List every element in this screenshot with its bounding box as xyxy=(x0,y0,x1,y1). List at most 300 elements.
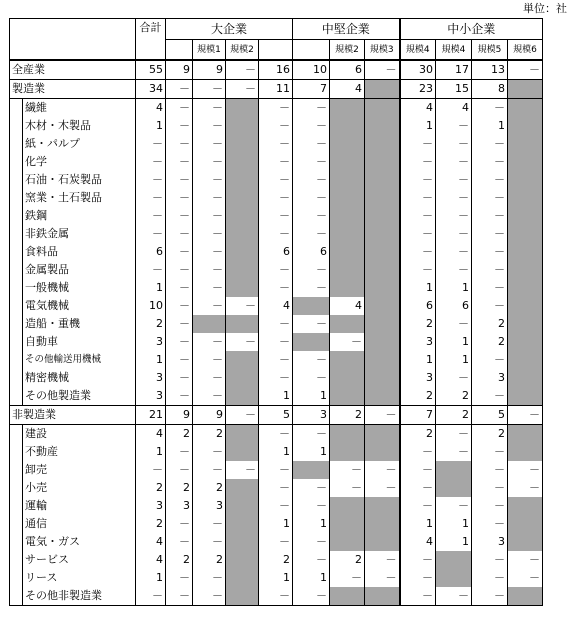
table-cell: － xyxy=(436,135,472,153)
table-cell xyxy=(436,479,472,497)
table-cell: － xyxy=(259,171,293,189)
table-cell: 3 xyxy=(136,497,166,515)
table-cell: － xyxy=(136,153,166,171)
table-cell: 7 xyxy=(400,406,436,425)
table-cell: － xyxy=(365,551,400,569)
table-cell: － xyxy=(259,533,293,551)
table-cell: 1 xyxy=(136,443,166,461)
table-cell: － xyxy=(136,207,166,225)
table-row xyxy=(10,189,543,207)
table-cell: 3 xyxy=(400,333,436,351)
table-cell xyxy=(508,497,543,515)
table-cell: － xyxy=(400,443,436,461)
table-cell: 2 xyxy=(472,315,508,333)
statistics-table xyxy=(9,18,543,606)
table-cell: 2 xyxy=(436,406,472,425)
table-cell xyxy=(508,261,543,279)
table-cell: 6 xyxy=(259,243,293,261)
table-cell: － xyxy=(226,60,259,80)
table-cell xyxy=(226,425,259,444)
row-label: 非製造業 xyxy=(10,406,136,425)
table-row xyxy=(10,406,543,425)
table-cell: － xyxy=(330,333,365,351)
table-row xyxy=(10,515,543,533)
table-cell: 2 xyxy=(193,479,226,497)
table-row xyxy=(10,117,543,135)
table-cell xyxy=(508,515,543,533)
table-cell xyxy=(330,443,365,461)
row-label: 卸売 xyxy=(23,461,136,479)
table-cell: 3 xyxy=(400,369,436,387)
table-cell: 13 xyxy=(472,60,508,80)
table-cell: － xyxy=(166,243,193,261)
table-cell: － xyxy=(193,443,226,461)
table-cell: － xyxy=(472,279,508,297)
table-cell: 4 xyxy=(436,99,472,118)
table-cell: － xyxy=(193,351,226,369)
row-indent xyxy=(10,387,23,406)
table-cell: － xyxy=(259,189,293,207)
table-cell: － xyxy=(293,425,330,444)
table-cell xyxy=(330,587,365,606)
table-cell: － xyxy=(365,569,400,587)
row-indent xyxy=(10,497,23,515)
row-label: 精密機械 xyxy=(23,369,136,387)
table-row xyxy=(10,351,543,369)
table-cell xyxy=(365,333,400,351)
table-cell xyxy=(365,225,400,243)
table-cell xyxy=(330,99,365,118)
table-cell xyxy=(365,387,400,406)
table-cell: － xyxy=(259,261,293,279)
row-indent xyxy=(10,279,23,297)
row-indent xyxy=(10,135,23,153)
table-cell: 1 xyxy=(136,117,166,135)
table-cell: 1 xyxy=(436,279,472,297)
table-cell xyxy=(226,369,259,387)
row-indent xyxy=(10,243,23,261)
table-cell: － xyxy=(136,135,166,153)
header-size-s5: 規模5 xyxy=(472,40,508,61)
table-cell: 9 xyxy=(193,60,226,80)
table-cell xyxy=(365,243,400,261)
table-cell: － xyxy=(330,461,365,479)
table-cell: － xyxy=(436,369,472,387)
table-cell: － xyxy=(293,497,330,515)
table-cell: － xyxy=(293,315,330,333)
table-cell xyxy=(365,443,400,461)
table-cell xyxy=(293,461,330,479)
table-cell xyxy=(365,80,400,99)
table-cell: － xyxy=(436,171,472,189)
table-cell xyxy=(330,515,365,533)
table-cell: 2 xyxy=(136,515,166,533)
table-cell xyxy=(508,99,543,118)
table-cell: － xyxy=(293,207,330,225)
table-cell: 9 xyxy=(193,406,226,425)
table-cell: 1 xyxy=(436,533,472,551)
row-label: 運輸 xyxy=(23,497,136,515)
table-cell: － xyxy=(136,225,166,243)
row-indent xyxy=(10,551,23,569)
table-cell: 1 xyxy=(293,569,330,587)
table-cell xyxy=(226,117,259,135)
table-cell: － xyxy=(400,243,436,261)
table-cell: 11 xyxy=(259,80,293,99)
table-cell: 2 xyxy=(166,551,193,569)
table-cell: 1 xyxy=(136,279,166,297)
row-indent xyxy=(10,569,23,587)
table-cell: － xyxy=(436,243,472,261)
table-cell xyxy=(436,461,472,479)
table-cell: － xyxy=(259,351,293,369)
row-label: 一般機械 xyxy=(23,279,136,297)
table-cell: 3 xyxy=(193,497,226,515)
table-cell: 55 xyxy=(136,60,166,80)
table-cell: － xyxy=(436,189,472,207)
table-cell: － xyxy=(400,171,436,189)
table-cell xyxy=(330,387,365,406)
table-cell xyxy=(365,297,400,315)
row-label: 金属製品 xyxy=(23,261,136,279)
table-cell xyxy=(508,297,543,315)
table-cell xyxy=(330,189,365,207)
table-cell: － xyxy=(293,351,330,369)
table-cell: － xyxy=(193,171,226,189)
table-cell: － xyxy=(293,261,330,279)
table-cell: － xyxy=(400,189,436,207)
table-cell xyxy=(226,135,259,153)
table-cell xyxy=(226,315,259,333)
table-cell xyxy=(365,171,400,189)
table-cell: 1 xyxy=(436,515,472,533)
row-label: 鉄鋼 xyxy=(23,207,136,225)
table-cell: － xyxy=(259,333,293,351)
table-cell: － xyxy=(259,461,293,479)
table-cell: － xyxy=(436,117,472,135)
table-cell: 9 xyxy=(166,406,193,425)
table-cell xyxy=(226,261,259,279)
header-total: 合計 xyxy=(136,19,166,61)
table-cell: － xyxy=(508,60,543,80)
table-cell xyxy=(508,333,543,351)
table-cell xyxy=(193,315,226,333)
row-label: 電気機械 xyxy=(23,297,136,315)
table-cell xyxy=(508,369,543,387)
table-cell: 1 xyxy=(436,333,472,351)
header-size-blank xyxy=(166,40,193,61)
table-row xyxy=(10,99,543,118)
table-cell xyxy=(508,153,543,171)
table-cell: － xyxy=(508,551,543,569)
row-label: 製造業 xyxy=(10,80,136,99)
table-cell: － xyxy=(166,117,193,135)
table-cell: － xyxy=(436,587,472,606)
header-size-1: 規模1 xyxy=(193,40,226,61)
table-cell: － xyxy=(472,587,508,606)
table-cell: － xyxy=(293,587,330,606)
table-row xyxy=(10,569,543,587)
table-cell: － xyxy=(226,461,259,479)
table-cell: 15 xyxy=(436,80,472,99)
table-cell: － xyxy=(330,569,365,587)
row-indent xyxy=(10,479,23,497)
header-size-blank-3 xyxy=(293,40,330,61)
table-cell xyxy=(508,80,543,99)
table-cell: － xyxy=(259,207,293,225)
table-cell xyxy=(330,315,365,333)
row-label: 電気・ガス xyxy=(23,533,136,551)
table-cell: － xyxy=(293,171,330,189)
table-cell: 4 xyxy=(136,551,166,569)
table-cell: 1 xyxy=(259,387,293,406)
table-cell: － xyxy=(472,297,508,315)
table-cell xyxy=(330,207,365,225)
table-cell: － xyxy=(193,333,226,351)
table-cell: 4 xyxy=(400,99,436,118)
table-cell xyxy=(436,551,472,569)
table-cell xyxy=(330,171,365,189)
header-group-large: 大企業 xyxy=(166,19,293,40)
table-cell: － xyxy=(166,261,193,279)
table-cell: － xyxy=(293,479,330,497)
table-cell: 2 xyxy=(193,551,226,569)
table-cell xyxy=(508,443,543,461)
table-cell: － xyxy=(436,225,472,243)
row-label: 繊維 xyxy=(23,99,136,118)
table-cell: － xyxy=(508,406,543,425)
table-cell: － xyxy=(259,425,293,444)
table-row xyxy=(10,225,543,243)
table-cell: － xyxy=(472,99,508,118)
table-cell xyxy=(330,153,365,171)
table-cell: － xyxy=(193,99,226,118)
table-cell: 6 xyxy=(293,243,330,261)
table-cell: － xyxy=(259,315,293,333)
table-row xyxy=(10,425,543,444)
table-cell: － xyxy=(259,497,293,515)
header-size-2: 規模2 xyxy=(226,40,259,61)
table-cell: 21 xyxy=(136,406,166,425)
table-cell: － xyxy=(166,443,193,461)
table-cell: － xyxy=(166,80,193,99)
table-row xyxy=(10,315,543,333)
table-cell: － xyxy=(436,425,472,444)
table-cell: － xyxy=(472,569,508,587)
table-cell: － xyxy=(193,225,226,243)
table-cell: － xyxy=(193,569,226,587)
header-size-s6: 規模6 xyxy=(508,40,543,61)
table-cell: － xyxy=(293,189,330,207)
table-cell: － xyxy=(193,135,226,153)
table-cell: － xyxy=(193,80,226,99)
table-cell xyxy=(508,587,543,606)
row-label: その他非製造業 xyxy=(23,587,136,606)
table-cell: － xyxy=(136,171,166,189)
table-cell: 1 xyxy=(293,515,330,533)
table-cell: － xyxy=(193,279,226,297)
table-cell xyxy=(226,443,259,461)
table-cell: － xyxy=(400,551,436,569)
table-cell: 4 xyxy=(136,99,166,118)
row-label: 自動車 xyxy=(23,333,136,351)
table-cell: － xyxy=(166,461,193,479)
row-label: サービス xyxy=(23,551,136,569)
table-cell: － xyxy=(166,207,193,225)
header-size-m4: 規模4 xyxy=(400,40,436,61)
table-cell: － xyxy=(400,569,436,587)
table-cell xyxy=(508,117,543,135)
table-cell xyxy=(508,279,543,297)
table-cell xyxy=(330,225,365,243)
table-cell: 2 xyxy=(136,479,166,497)
header-row-groups xyxy=(10,19,543,40)
table-cell: 30 xyxy=(400,60,436,80)
table-cell: － xyxy=(166,369,193,387)
header-blank xyxy=(10,19,136,61)
table-cell xyxy=(330,243,365,261)
table-cell xyxy=(508,135,543,153)
row-indent xyxy=(10,297,23,315)
table-cell xyxy=(508,315,543,333)
table-cell xyxy=(330,533,365,551)
table-cell xyxy=(226,99,259,118)
table-cell xyxy=(436,569,472,587)
table-cell: － xyxy=(400,497,436,515)
row-indent xyxy=(10,587,23,606)
row-indent xyxy=(10,315,23,333)
table-row xyxy=(10,387,543,406)
table-cell: － xyxy=(293,551,330,569)
row-label: 不動産 xyxy=(23,443,136,461)
table-cell: 17 xyxy=(436,60,472,80)
table-cell: 7 xyxy=(293,80,330,99)
row-label: 非鉄金属 xyxy=(23,225,136,243)
table-cell xyxy=(365,425,400,444)
table-cell: － xyxy=(472,497,508,515)
table-cell: － xyxy=(166,333,193,351)
table-cell: － xyxy=(400,479,436,497)
row-label: 造船・重機 xyxy=(23,315,136,333)
table-row xyxy=(10,279,543,297)
table-cell: 2 xyxy=(472,333,508,351)
table-cell: 1 xyxy=(293,443,330,461)
table-cell: － xyxy=(193,261,226,279)
table-cell: 1 xyxy=(259,569,293,587)
table-cell: － xyxy=(193,461,226,479)
table-cell: 3 xyxy=(136,369,166,387)
table-cell xyxy=(508,171,543,189)
table-cell: 3 xyxy=(293,406,330,425)
table-cell xyxy=(365,135,400,153)
table-row xyxy=(10,369,543,387)
table-cell: － xyxy=(472,551,508,569)
table-cell: － xyxy=(166,387,193,406)
table-cell: 2 xyxy=(259,551,293,569)
table-cell: 3 xyxy=(136,333,166,351)
table-cell: 1 xyxy=(400,279,436,297)
table-cell: 2 xyxy=(193,425,226,444)
table-cell: 4 xyxy=(330,80,365,99)
table-cell xyxy=(226,225,259,243)
table-cell: － xyxy=(166,569,193,587)
table-cell xyxy=(508,207,543,225)
table-cell: － xyxy=(508,461,543,479)
table-cell: － xyxy=(166,135,193,153)
table-row xyxy=(10,551,543,569)
table-cell: － xyxy=(226,297,259,315)
table-cell: 1 xyxy=(136,351,166,369)
table-cell: 2 xyxy=(472,425,508,444)
table-cell: － xyxy=(400,225,436,243)
table-cell: － xyxy=(365,479,400,497)
table-cell: 23 xyxy=(400,80,436,99)
row-indent xyxy=(10,369,23,387)
table-cell: － xyxy=(330,479,365,497)
table-cell: 1 xyxy=(400,515,436,533)
table-cell: － xyxy=(508,479,543,497)
table-cell: － xyxy=(166,99,193,118)
header-size-m2: 規模2 xyxy=(330,40,365,61)
table-cell: 1 xyxy=(136,569,166,587)
row-label: 建設 xyxy=(23,425,136,444)
table-cell: 5 xyxy=(259,406,293,425)
table-cell: － xyxy=(400,135,436,153)
row-indent xyxy=(10,171,23,189)
table-cell: 1 xyxy=(259,443,293,461)
table-cell: － xyxy=(226,333,259,351)
table-row xyxy=(10,135,543,153)
table-cell: － xyxy=(226,406,259,425)
table-cell: － xyxy=(166,153,193,171)
table-cell: － xyxy=(166,315,193,333)
header-size-s4: 規模4 xyxy=(436,40,472,61)
row-indent xyxy=(10,99,23,118)
table-row xyxy=(10,587,543,606)
table-cell: － xyxy=(472,243,508,261)
header-size-blank-2 xyxy=(259,40,293,61)
table-cell xyxy=(508,189,543,207)
table-cell: 8 xyxy=(472,80,508,99)
table-cell xyxy=(508,533,543,551)
table-cell: 3 xyxy=(166,497,193,515)
unit-label: 単位：社 xyxy=(523,2,567,15)
table-cell: － xyxy=(293,279,330,297)
table-cell: － xyxy=(166,515,193,533)
table-cell xyxy=(365,279,400,297)
table-cell: 4 xyxy=(136,425,166,444)
row-label: 全産業 xyxy=(10,60,136,80)
table-cell: 2 xyxy=(400,425,436,444)
table-cell: 2 xyxy=(400,315,436,333)
table-cell: 6 xyxy=(136,243,166,261)
table-cell: 2 xyxy=(436,387,472,406)
table-cell xyxy=(226,189,259,207)
table-cell: － xyxy=(400,153,436,171)
table-cell: － xyxy=(436,497,472,515)
table-cell: － xyxy=(136,189,166,207)
row-indent xyxy=(10,425,23,444)
table-cell xyxy=(365,369,400,387)
table-cell xyxy=(226,351,259,369)
row-label: その他輸送用機械 xyxy=(23,351,136,369)
table-row xyxy=(10,80,543,99)
table-cell: 4 xyxy=(330,297,365,315)
table-cell xyxy=(226,387,259,406)
table-cell: － xyxy=(136,261,166,279)
row-indent xyxy=(10,117,23,135)
row-indent xyxy=(10,225,23,243)
